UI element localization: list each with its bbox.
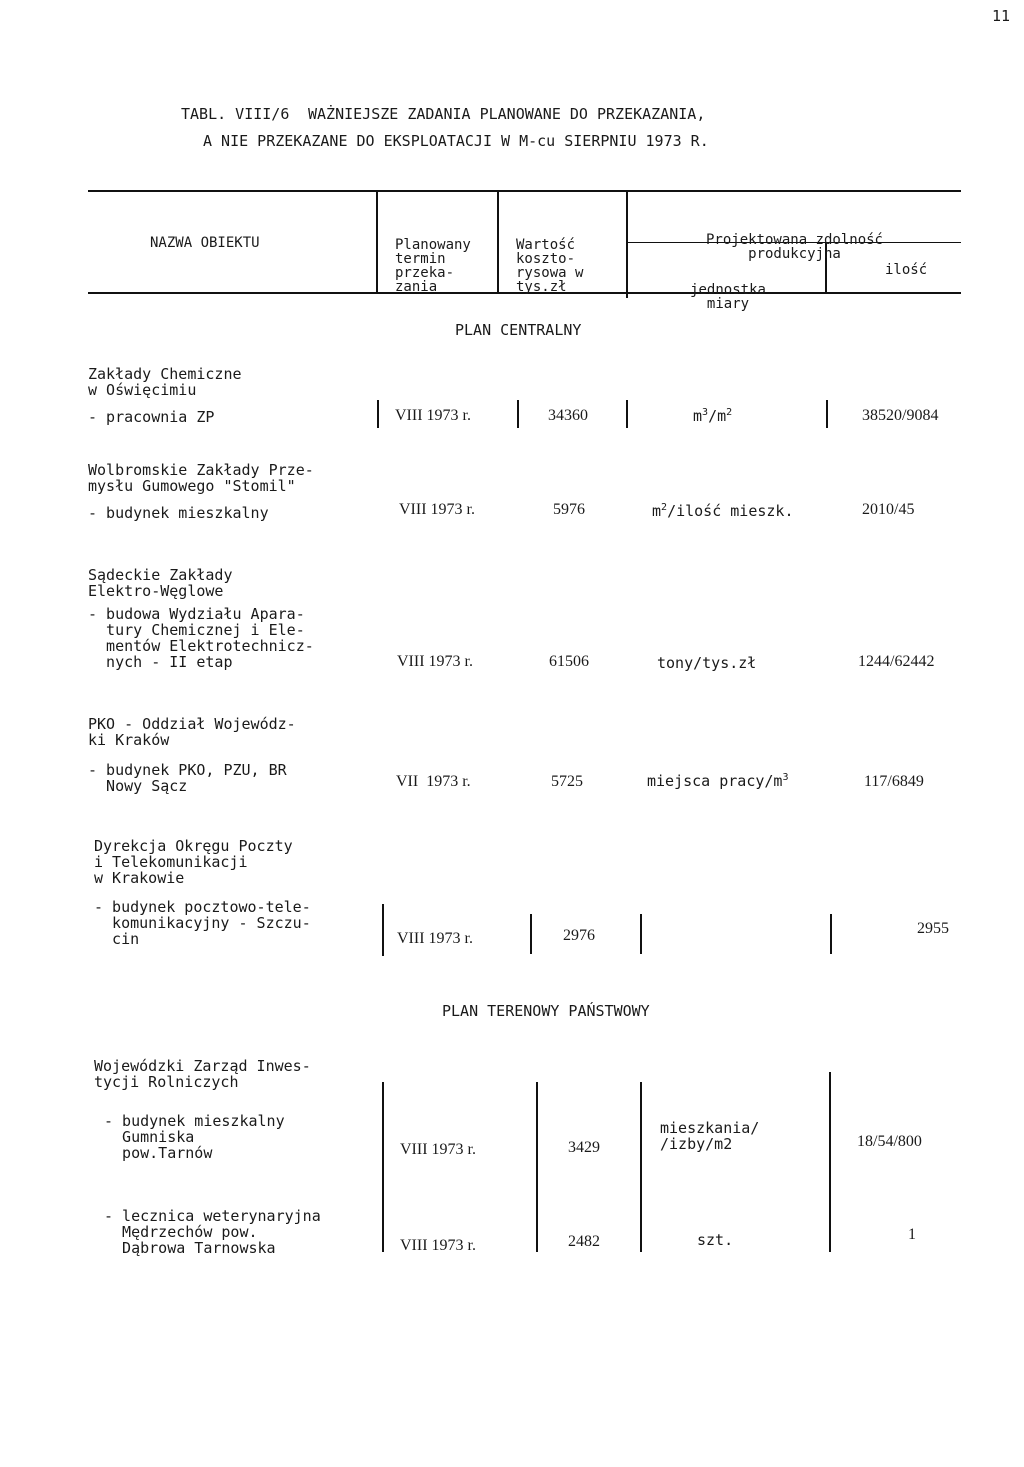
group-name: Zakłady Chemiczne w Oświęcimiu (88, 365, 242, 399)
group-name: Sądeckie Zakłady Elektro-Węglowe (88, 566, 233, 600)
term-value: VIII 1973 r. (397, 653, 473, 670)
group-name: Wolbromskie Zakłady Prze- mysłu Gumowego "Stomil" (88, 461, 314, 495)
cost-value: 2976 (563, 927, 595, 944)
item-desc: - budynek mieszkalny Gumniska pow.Tarnów (104, 1112, 285, 1162)
cost-value: 3429 (568, 1139, 600, 1156)
header-value: Wartość koszto- rysowa w tys.zł (516, 237, 584, 295)
item-desc: - pracownia ZP (88, 408, 215, 426)
unit-value: szt. (697, 1231, 734, 1249)
section-title: PLAN TERENOWY PAŃSTWOWY (442, 1002, 650, 1020)
header-qty: ilość (885, 262, 928, 278)
group-name: PKO - Oddział Wojewódz- ki Kraków (88, 715, 296, 749)
page-number: 11 (992, 7, 1011, 25)
item-desc: - lecznica weterynaryjna Mędrzechów pow. Dąbrowa Tarnowska (104, 1207, 321, 1257)
col-divider (830, 914, 832, 954)
term-value: VIII 1973 r. (397, 930, 473, 947)
qty-value: 2010/45 (862, 501, 915, 518)
unit-value: $m^2$/ilość mieszk. (652, 502, 794, 520)
header-unit: jednostka miary (690, 282, 766, 312)
title-line-2: A NIE PRZEKAZANE DO EKSPLOATACJI W M-cu SIERPNIU 1973 R. (203, 132, 709, 150)
header-top-rule (88, 190, 961, 192)
qty-value: 1244/62442 (858, 653, 935, 670)
section-title: PLAN CENTRALNY (455, 321, 582, 339)
unit-value: $m^3/m^2$ (693, 407, 733, 425)
qty-value: 117/6849 (864, 773, 924, 790)
title-line-1: WAŻNIEJSZE ZADANIA PLANOWANE DO PRZEKAZANIA, (308, 105, 706, 123)
group-name: Wojewódzki Zarząd Inwes- tycji Rolniczych (94, 1057, 311, 1091)
header-col-divider (376, 192, 378, 292)
qty-value: 1 (908, 1226, 916, 1243)
col-divider (640, 914, 642, 954)
item-desc: - budynek PKO, PZU, BR Nowy Sącz (88, 761, 287, 795)
cost-value: 5725 (551, 773, 583, 790)
term-value: VIII 1973 r. (400, 1141, 476, 1158)
header-col-divider (497, 192, 499, 292)
col-divider (517, 400, 519, 428)
col-divider (536, 1082, 538, 1252)
unit-value: tony/tys.zł (657, 654, 757, 672)
qty-value: 38520/9084 (862, 407, 939, 424)
col-divider (377, 400, 379, 428)
col-divider (829, 1072, 831, 1252)
header-term: Planowany termin przeka- zania (395, 237, 471, 295)
unit-value: mieszkania/ /izby/m2 (660, 1119, 760, 1153)
qty-value: 2955 (917, 920, 949, 937)
term-value: VIII 1973 r. (400, 1237, 476, 1254)
col-divider (626, 400, 628, 428)
term-value: VII 1973 r. (396, 773, 471, 790)
item-desc: - budowa Wydziału Apara- tury Chemicznej i Ele- mentów Elektrotechnicz- nych - II etap (88, 605, 314, 671)
term-value: VIII 1973 r. (399, 501, 475, 518)
header-capacity: Projektowana zdolność produkcyjna (705, 232, 883, 262)
term-value: VIII 1973 r. (395, 407, 471, 424)
item-desc: - budynek mieszkalny (88, 504, 269, 522)
cost-value: 61506 (549, 653, 589, 670)
qty-value: 18/54/800 (857, 1133, 922, 1150)
col-divider (382, 1082, 384, 1252)
item-desc: - budynek pocztowo-tele- komunikacyjny - Szczu- cin (94, 898, 311, 948)
col-divider (382, 904, 384, 956)
cost-value: 5976 (553, 501, 585, 518)
group-name: Dyrekcja Okręgu Poczty i Telekomunikacji w Krakowie (94, 837, 293, 887)
header-name: NAZWA OBIEKTU (150, 235, 260, 251)
cost-value: 34360 (548, 407, 588, 424)
col-divider (530, 914, 532, 954)
col-divider (640, 1082, 642, 1252)
cost-value: 2482 (568, 1233, 600, 1250)
table-id: TABL. VIII/6 (181, 105, 290, 123)
col-divider (826, 400, 828, 428)
unit-value: miejsca pracy/$m^3$ (647, 772, 789, 790)
